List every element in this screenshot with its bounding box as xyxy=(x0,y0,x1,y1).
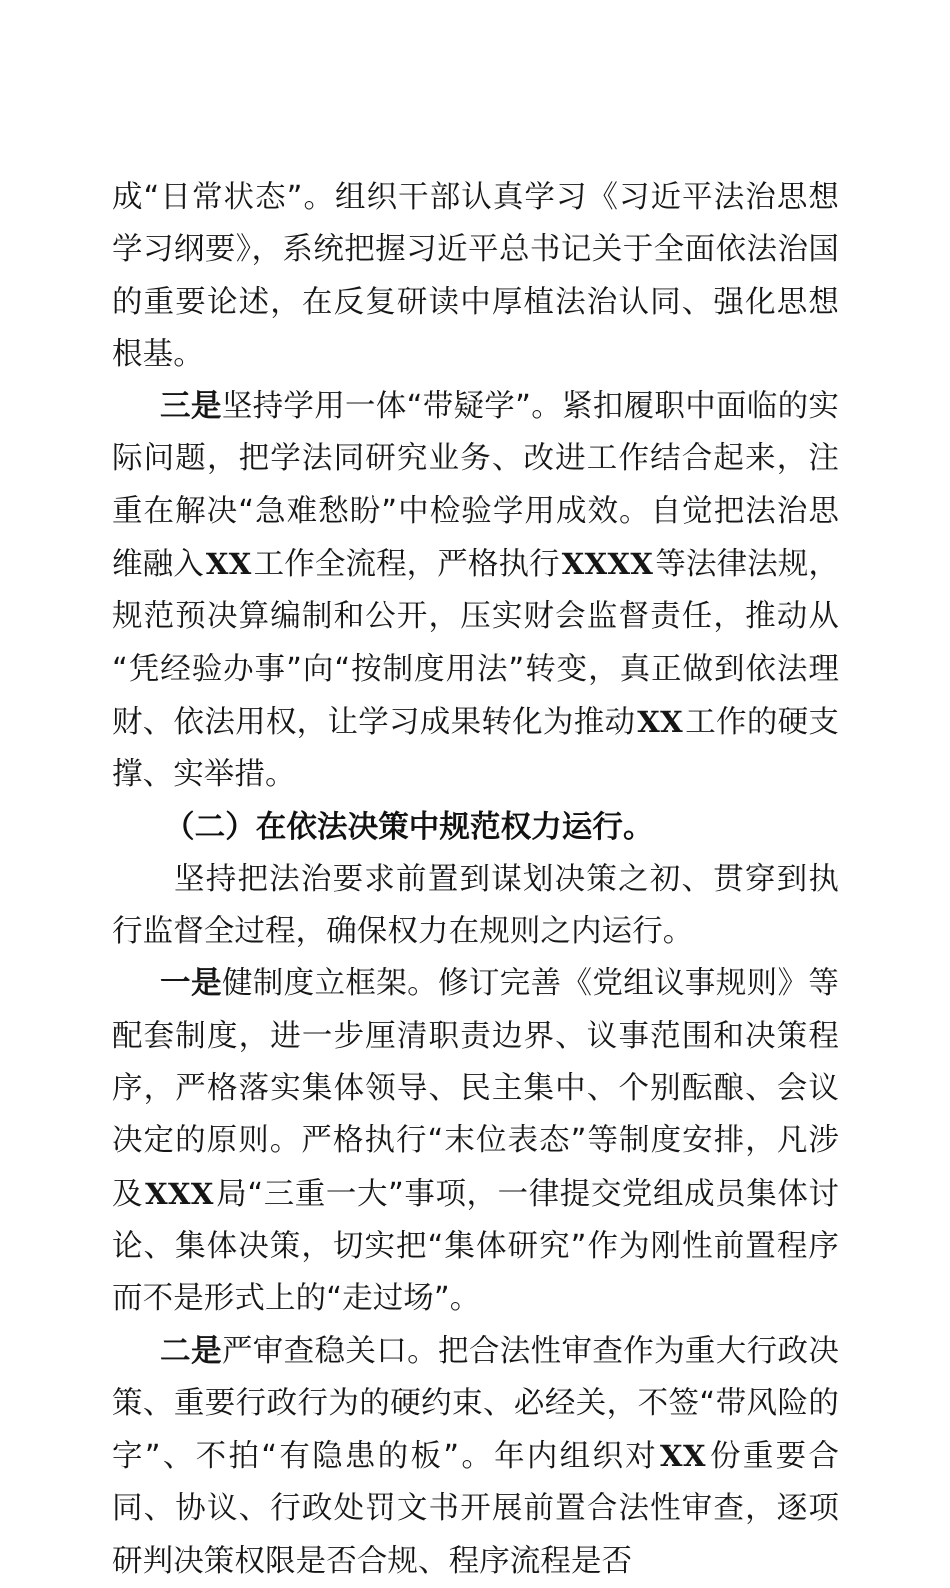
lead-in-label-three: 三是 xyxy=(160,389,222,425)
lead-in-label-one: 一是 xyxy=(160,966,222,1002)
paragraph-section-intro: 坚持把法治要求前置到谋划决策之初、贯穿到执行监督全过程，确保权力在规则之内运行。 xyxy=(112,861,839,950)
placeholder-xxx-1: XXX xyxy=(145,1176,214,1211)
paragraph-item-three-text-b: 工作全流程，严格执行 xyxy=(253,547,560,583)
paragraph-item-one xyxy=(112,958,839,1325)
paragraph-item-three-text-d: 工作的硬支撑、实举措。 xyxy=(112,704,839,793)
paragraph-item-two xyxy=(112,1326,839,1588)
placeholder-xxxx-1: XXXX xyxy=(561,547,654,582)
placeholder-xx-2: XX xyxy=(637,704,684,739)
section-heading-two: （二）在依法决策中规范权力运行。 xyxy=(164,809,654,845)
paragraph-item-three xyxy=(112,381,839,801)
paragraph-item-three-text-a: 坚持学用一体“带疑学”。紧扣履职中面临的实际问题，把学法同研究业务、改进工作结合起来，注重在解决“急难愁盼”中检验学用成效。自觉把法治思维融入 xyxy=(112,389,840,583)
placeholder-xx-1: XX xyxy=(205,547,252,582)
paragraph-item-one-text-a: 健制度立框架。修订完善《党组议事规则》等配套制度，进一步厘清职责边界、议事范围和决策程序，严格落实集体领导、民主集中、个别酝酿、会议决定的原则。严格执行“末位表态”等制度安排，凡涉及 xyxy=(112,966,839,1212)
paragraph-item-two-text-a: 严审查稳关口。把合法性审查作为重大行政决策、重要行政行为的硬约束、必经关，不签“带风险的字”、不拍“有隐患的板”。年内组织对 xyxy=(112,1333,839,1475)
paragraph-item-one-text-b: 局“三重一大”事项，一律提交党组成员集体讨论、集体决策，切实把“集体研究”作为刚性前置程序而不是形式上的“走过场”。 xyxy=(112,1176,839,1317)
paragraph-item-three-text-c: 等法律法规，规范预决算编制和公开，压实财会监督责任，推动从“凭经验办事”向“按制度用法”转变，真正做到依法理财、依法用权，让学习成果转化为推动 xyxy=(112,547,839,740)
paragraph-continuation: 成“日常状态”。组织干部认真学习《习近平法治思想学习纲要》，系统把握习近平总书记关于全面依法治国的重要论述，在反复研读中厚植法治认同、强化思想根基。 xyxy=(112,180,839,372)
placeholder-xx-3: XX xyxy=(660,1439,706,1474)
document-text-column xyxy=(112,172,839,1588)
lead-in-label-two: 二是 xyxy=(160,1333,222,1369)
paragraph-item-two-text-b: 份重要合同、协议、行政处罚文书开展前置合法性审查，逐项研判决策权限是否合规、程序流程是否 xyxy=(112,1439,840,1579)
